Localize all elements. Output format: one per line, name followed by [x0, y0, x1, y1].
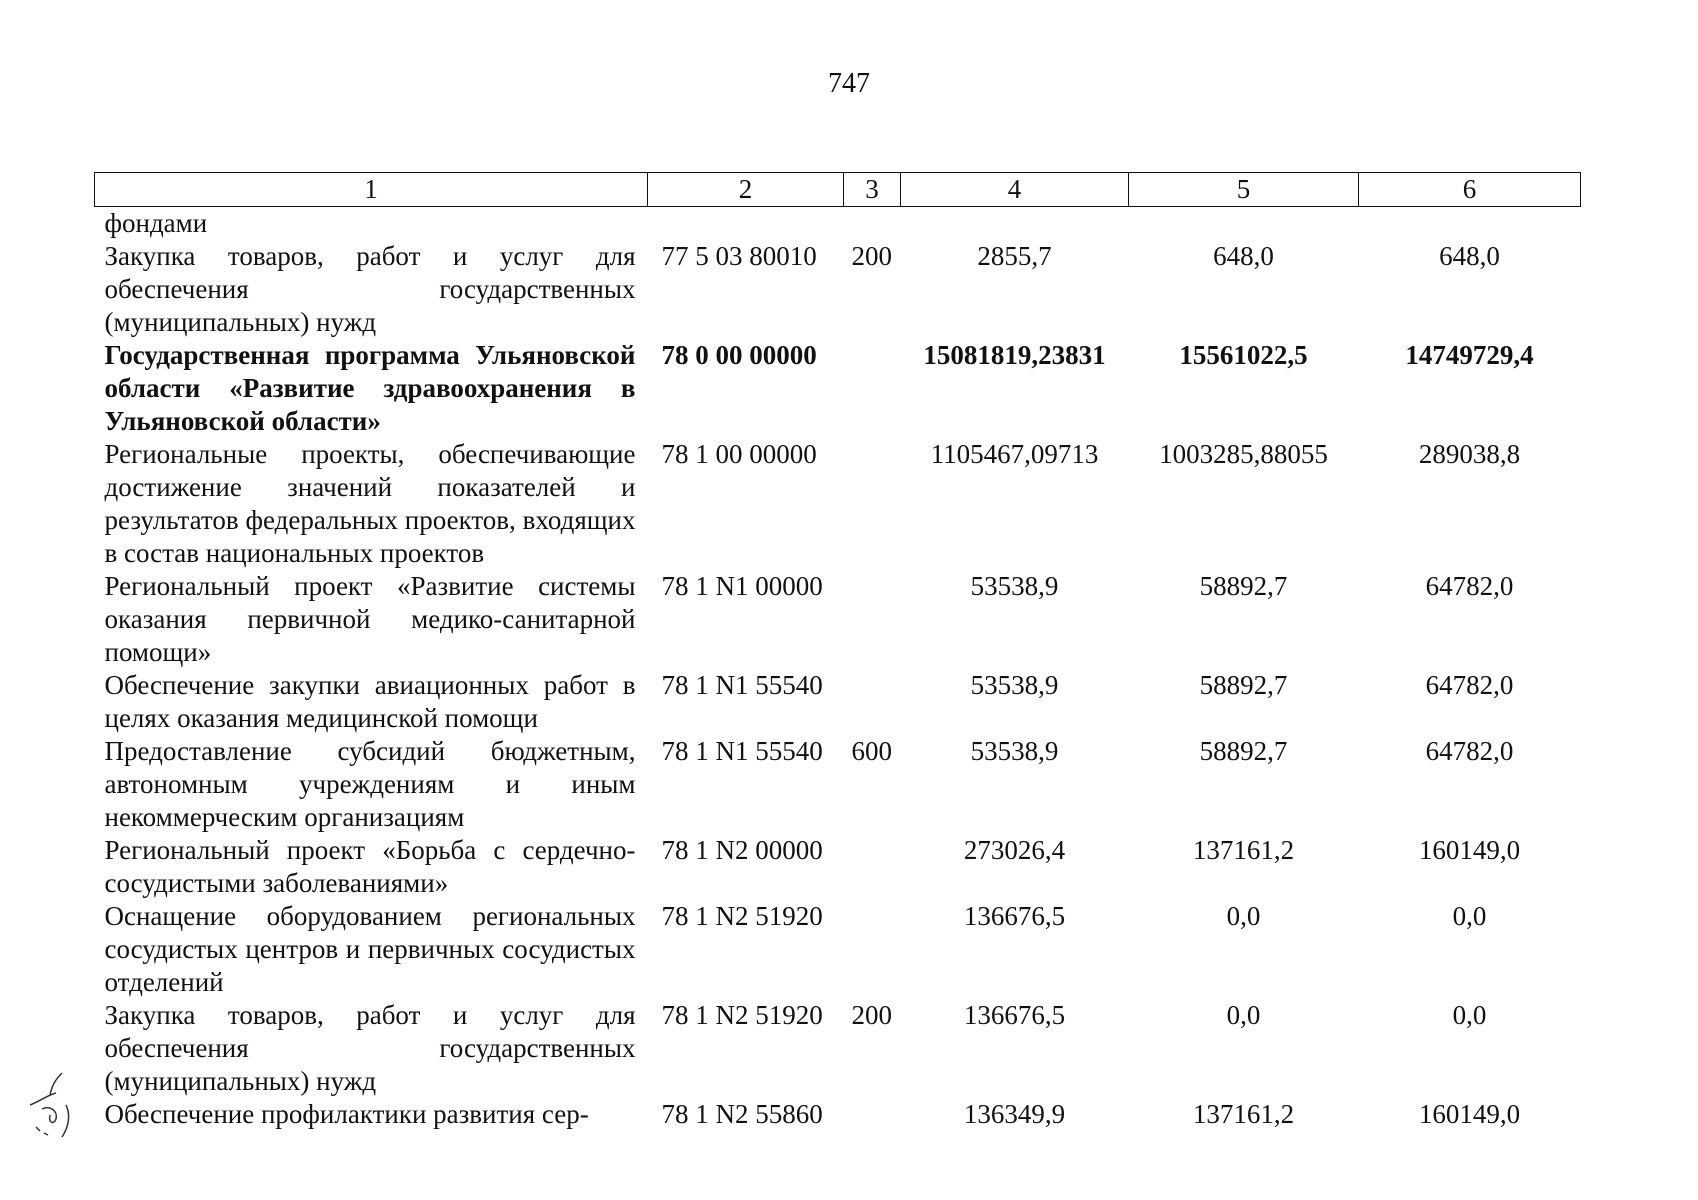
- row-value-col5: 0,0: [1226, 1000, 1261, 1030]
- row-value-col4: 136349,9: [963, 1099, 1066, 1129]
- row-value-col6: [1359, 207, 1581, 241]
- header-col-4: 4: [901, 173, 1129, 207]
- header-row: [95, 173, 1581, 207]
- row-expense-type: [844, 339, 901, 438]
- row-code: 77 5 03 80010: [661, 241, 817, 271]
- header-col-1: 1: [95, 173, 648, 207]
- row-value-col5: 58892,7: [1199, 670, 1288, 700]
- row-value-col4: [901, 207, 1129, 241]
- row-expense-type: [844, 1098, 901, 1131]
- row-code: 78 1 N2 51920: [661, 901, 823, 931]
- handwritten-initials-mark: [22, 1065, 82, 1145]
- row-code: 78 0 00 00000: [661, 340, 817, 370]
- row-value-col5: [1129, 207, 1359, 241]
- table-row: [95, 570, 1581, 669]
- row-name: Региональный проект «Развитие системы оказания первичной медико-санитарной помощи»: [104, 571, 636, 667]
- row-value-col4: 2855,7: [977, 241, 1052, 271]
- row-code: 78 1 N1 55540: [661, 736, 823, 766]
- row-value-col4: 15081819,23831: [923, 340, 1106, 370]
- row-expense-type: 200: [851, 1000, 892, 1030]
- row-expense-type: [844, 438, 901, 570]
- row-value-col6: 160149,0: [1418, 1099, 1521, 1129]
- row-value-col5: 1003285,88055: [1159, 439, 1328, 469]
- header-col-2: 2: [648, 173, 844, 207]
- page-number: 747: [828, 68, 870, 99]
- row-value-col4: 273026,4: [963, 835, 1066, 865]
- row-value-col6: 0,0: [1452, 901, 1487, 931]
- table-row: [95, 669, 1581, 735]
- row-value-col4: 136676,5: [963, 1000, 1066, 1030]
- table-row: [95, 240, 1581, 339]
- table-row: [95, 1098, 1581, 1131]
- row-value-col5: 58892,7: [1199, 736, 1288, 766]
- row-value-col6: 64782,0: [1425, 571, 1514, 601]
- table-row: [95, 207, 1581, 241]
- header-col-5: 5: [1129, 173, 1359, 207]
- row-value-col4: 53538,9: [970, 736, 1059, 766]
- row-expense-type: 600: [851, 736, 892, 766]
- row-value-col5: 0,0: [1226, 901, 1261, 931]
- row-expense-type: [844, 669, 901, 735]
- header-col-6: 6: [1359, 173, 1581, 207]
- table-body: [95, 207, 1581, 1132]
- header-col-3: 3: [844, 173, 901, 207]
- row-value-col4: 1105467,09713: [930, 439, 1099, 469]
- row-name: Обеспечение профилактики развития сер-: [104, 1099, 589, 1129]
- row-value-col4: 53538,9: [970, 571, 1059, 601]
- row-value-col6: 64782,0: [1425, 736, 1514, 766]
- row-code: 78 1 N2 55860: [661, 1099, 823, 1129]
- row-name: Региональный проект «Борьба с сердечно-сосудистыми заболеваниями»: [104, 835, 636, 898]
- table-row: [95, 735, 1581, 834]
- row-value-col5: 137161,2: [1192, 1099, 1295, 1129]
- table-row: [95, 339, 1581, 438]
- row-code: [648, 207, 844, 241]
- row-name: Закупка товаров, работ и услуг для обеспечения государственных (муниципальных) нужд: [104, 1000, 636, 1096]
- row-name: Оснащение оборудованием региональных сосудистых центров и первичных сосудистых отделений: [104, 901, 636, 997]
- row-expense-type: [844, 900, 901, 999]
- row-value-col6: 289038,8: [1418, 439, 1521, 469]
- row-name: фондами: [104, 208, 208, 238]
- table-row: [95, 438, 1581, 570]
- row-code: 78 1 N1 00000: [661, 571, 823, 601]
- row-expense-type: [844, 834, 901, 900]
- row-value-col6: 14749729,4: [1405, 340, 1534, 370]
- row-value-col5: 58892,7: [1199, 571, 1288, 601]
- row-value-col5: 137161,2: [1192, 835, 1295, 865]
- row-expense-type: [844, 207, 901, 241]
- row-name: Предоставление субсидий бюджетным, автономным учреждениям и иным некоммерческим организациям: [104, 736, 636, 832]
- table-row: [95, 999, 1581, 1098]
- row-code: 78 1 N2 00000: [661, 835, 823, 865]
- table-row: [95, 900, 1581, 999]
- row-value-col5: 15561022,5: [1179, 340, 1308, 370]
- row-value-col6: 64782,0: [1425, 670, 1514, 700]
- table-row: [95, 834, 1581, 900]
- row-name: Закупка товаров, работ и услуг для обеспечения государственных (муниципальных) нужд: [104, 241, 636, 337]
- row-value-col4: 136676,5: [963, 901, 1066, 931]
- row-value-col4: 53538,9: [970, 670, 1059, 700]
- row-expense-type: 200: [851, 241, 892, 271]
- row-code: 78 1 N2 51920: [661, 1000, 823, 1030]
- budget-table: [94, 172, 1581, 1131]
- row-name: Государственная программа Ульяновской области «Развитие здравоохранения в Ульяновской области»: [104, 340, 636, 436]
- row-code: 78 1 N1 55540: [661, 670, 823, 700]
- row-value-col6: 0,0: [1452, 1000, 1487, 1030]
- row-value-col6: 648,0: [1439, 241, 1500, 271]
- row-value-col5: 648,0: [1213, 241, 1274, 271]
- row-name: Обеспечение закупки авиационных работ в целях оказания медицинской помощи: [104, 670, 636, 733]
- row-value-col6: 160149,0: [1418, 835, 1521, 865]
- row-code: 78 1 00 00000: [661, 439, 817, 469]
- row-name: Региональные проекты, обеспечивающие достижение значений показателей и результатов федеральных проектов, входящих в состав национальных проектов: [104, 439, 636, 568]
- row-expense-type: [844, 570, 901, 669]
